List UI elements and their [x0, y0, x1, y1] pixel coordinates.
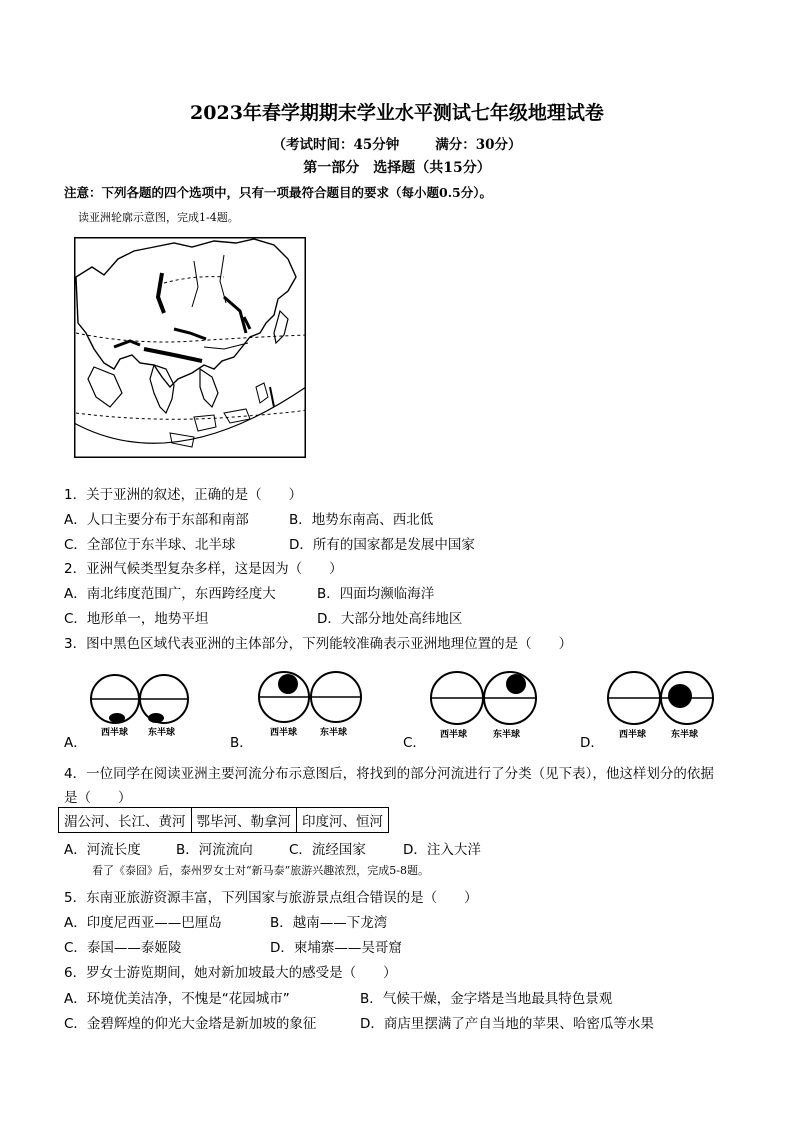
q5-option-b[interactable]: B．越南——下龙湾 — [270, 915, 388, 931]
river-group-2: 鄂毕河、勒拿河 — [191, 808, 297, 833]
q3-option-d[interactable]: D． — [580, 735, 604, 751]
q2-option-d[interactable]: D．大部分地处高纬地区 — [317, 611, 463, 627]
q3-option-b[interactable]: B． — [230, 735, 253, 751]
q1-option-b[interactable]: B．地势东南高、西北低 — [289, 512, 434, 528]
exam-title: 2023年春学期期末学业水平测试七年级地理试卷 — [190, 102, 604, 124]
exam-time: （考试时间：45分钟 — [272, 137, 400, 153]
q3-option-c[interactable]: C． — [403, 735, 426, 751]
question-3: 3．图中黑色区域代表亚洲的主体部分，下列能较准确表示亚洲地理位置的是（ ） — [64, 636, 573, 652]
q1-option-d[interactable]: D．所有的国家都是发展中国家 — [289, 537, 475, 553]
q3-d-east-label: 东半球 — [671, 730, 699, 740]
question-5: 5．东南亚旅游资源丰富，下列国家与旅游景点组合错误的是（ ） — [64, 890, 478, 906]
intro-text-1: 读亚洲轮廓示意图，完成1-4题。 — [78, 211, 239, 224]
table-row — [59, 808, 389, 833]
q3-c-west-label: 西半球 — [440, 730, 468, 740]
q5-option-c[interactable]: C．泰国——泰姬陵 — [64, 940, 182, 956]
q1-option-a[interactable]: A．人口主要分布于东部和南部 — [64, 512, 249, 528]
q3-a-west-label: 西半球 — [101, 728, 129, 738]
q3-a-east-label: 东半球 — [148, 728, 176, 738]
q6-option-b[interactable]: B．气候干燥，金字塔是当地最具特色景观 — [360, 991, 613, 1007]
question-1: 1．关于亚洲的叙述，正确的是（ ） — [64, 487, 303, 503]
q5-option-a[interactable]: A．印度尼西亚——巴厘岛 — [64, 915, 222, 931]
q6-option-c[interactable]: C．金碧辉煌的仰光大金塔是新加坡的象征 — [64, 1016, 317, 1032]
q3-option-a[interactable]: A． — [64, 735, 87, 751]
river-group-1: 湄公河、长江、黄河 — [59, 808, 192, 833]
q3-hemisphere-diagram-d — [606, 670, 716, 726]
exam-subtitle — [0, 133, 794, 153]
q4-option-b[interactable]: B．河流流向 — [176, 842, 253, 858]
q5-option-d[interactable]: D．柬埔寨——吴哥窟 — [270, 940, 402, 956]
q3-b-west-label: 西半球 — [270, 728, 298, 738]
q2-option-c[interactable]: C．地形单一，地势平坦 — [64, 611, 209, 627]
q6-option-a[interactable]: A．环境优美洁净，不愧是“花园城市” — [64, 991, 290, 1007]
q3-hemisphere-diagram-c — [430, 670, 538, 726]
question-6: 6．罗女士游览期间，她对新加坡最大的感受是（ ） — [64, 965, 397, 981]
part-heading: 第一部分 选择题（共15分） — [303, 160, 491, 176]
q2-option-b[interactable]: B．四面均濒临海洋 — [317, 586, 435, 602]
q4-option-c[interactable]: C．流经国家 — [289, 842, 366, 858]
q3-hemisphere-diagram-a — [90, 673, 190, 725]
question-4: 4．一位同学在阅读亚洲主要河流分布示意图后，将找到的部分河流进行了分类（见下表），他这样划分的依据 — [64, 766, 714, 782]
q4-option-a[interactable]: A．河流长度 — [64, 842, 141, 858]
q1-option-c[interactable]: C．全部位于东半球、北半球 — [64, 537, 236, 553]
q4-option-d[interactable]: D．注入大洋 — [403, 842, 481, 858]
exam-score: 满分：30分） — [435, 137, 522, 153]
question-4-cont: 是（ ） — [64, 790, 132, 806]
q6-option-d[interactable]: D．商店里摆满了产自当地的苹果、哈密瓜等水果 — [360, 1016, 654, 1032]
q2-option-a[interactable]: A．南北纬度范围广，东西跨经度大 — [64, 586, 276, 602]
question-2: 2．亚洲气候类型复杂多样，这是因为（ ） — [64, 561, 343, 577]
q3-c-east-label: 东半球 — [493, 730, 521, 740]
intro-text-2: 看了《泰囧》后，泰州罗女士对“新马泰”旅游兴趣浓烈，完成5-8题。 — [92, 864, 429, 877]
q3-d-west-label: 西半球 — [619, 730, 647, 740]
river-group-3: 印度河、恒河 — [297, 808, 389, 833]
q3-hemisphere-diagram-b — [258, 670, 364, 724]
river-classification-table — [58, 807, 389, 833]
instruction-note: 注意：下列各题的四个选项中，只有一项最符合题目的要求（每小题0.5分）。 — [64, 185, 492, 200]
asia-map — [74, 237, 306, 458]
q3-b-east-label: 东半球 — [320, 728, 348, 738]
